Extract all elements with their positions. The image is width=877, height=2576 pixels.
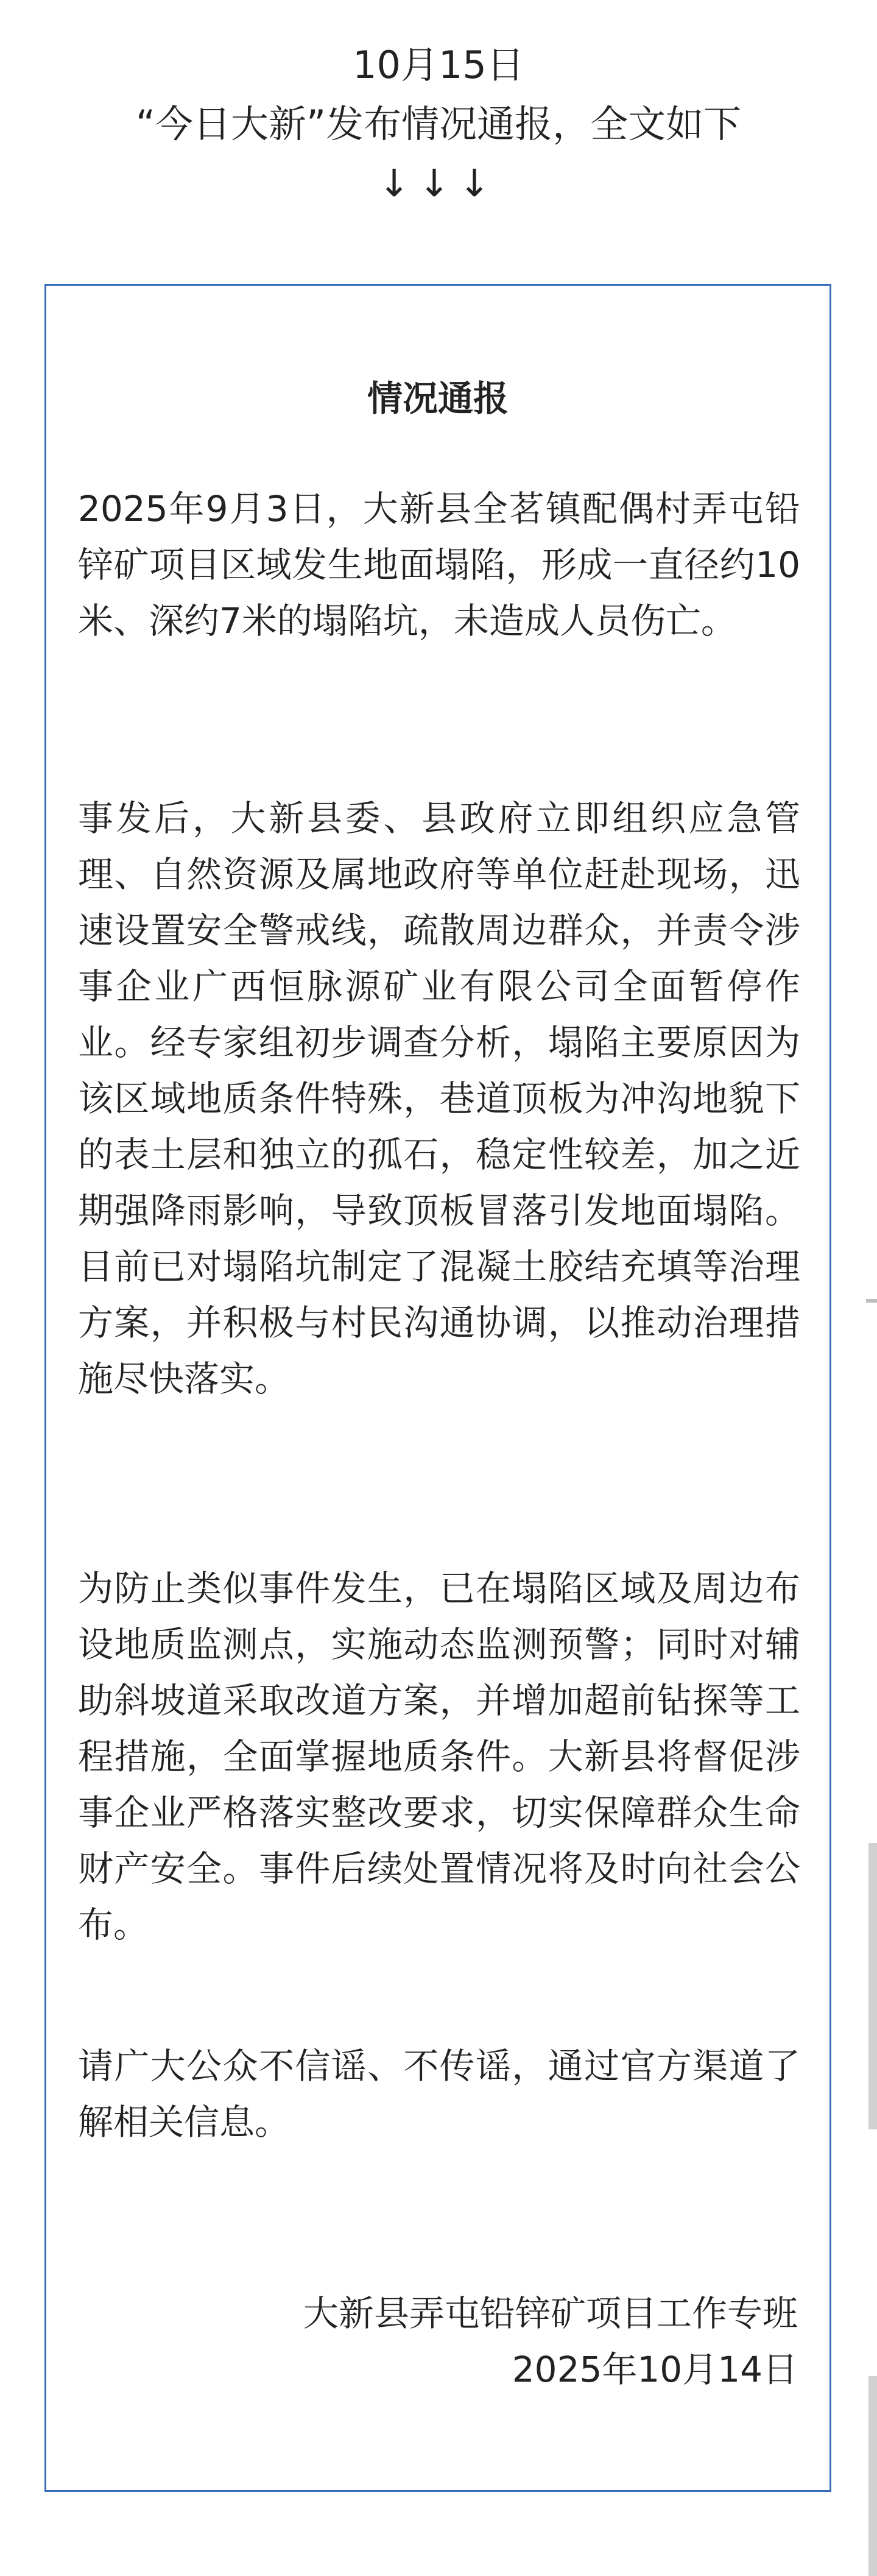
down-arrows-icon: ↓↓↓ [378, 161, 499, 205]
header-subtitle: “今日大新”发布情况通报，全文如下 [135, 102, 742, 146]
signature-org: 大新县弄屯铅锌矿项目工作专班 [303, 2293, 798, 2334]
notice-paragraph-3: 为防止类似事件发生，已在塌陷区域及周边布设地质监测点，实施动态监测预警；同时对辅助斜坡道采取改道方案，并增加超前钻探等工程措施，全面掌握地质条件。大新县将督促涉事企业严格落实整改要求，切实保障群众生命财产安全。事件后续处置情况将及时向社会公布。 [78, 1568, 800, 1945]
article-header [0, 35, 877, 213]
scrollbar-segment[interactable] [868, 1843, 877, 2129]
notice-paragraph-1: 2025年9月3日，大新县全茗镇配偶村弄屯铅锌矿项目区域发生地面塌陷，形成一直径约10米、深约7米的塌陷坑，未造成人员伤亡。 [78, 488, 800, 642]
signature-date: 2025年10月14日 [512, 2349, 798, 2390]
notice-title: 情况通报 [367, 378, 509, 419]
header-date: 10月15日 [353, 43, 524, 87]
scroll-indicator[interactable] [866, 1299, 877, 1303]
notice-paragraph-2: 事发后，大新县委、县政府立即组织应急管理、自然资源及属地政府等单位赶赴现场，迅速设置安全警戒线，疏散周边群众，并责令涉事企业广西恒脉源矿业有限公司全面暂停作业。经专家组初步调查分析，塌陷主要原因为该区域地质条件特殊，巷道顶板为冲沟地貌下的表土层和独立的孤石，稳定性较差，加之近期强降雨影响，导致顶板冒落引发地面塌陷。目前已对塌陷坑制定了混凝土胶结充填等治理方案，并积极与村民沟通协调，以推动治理措施尽快落实。 [78, 798, 800, 1399]
notice-paragraph-4: 请广大公众不信谣、不传谣，通过官方渠道了解相关信息。 [78, 2045, 800, 2143]
signature-block [303, 2285, 798, 2397]
notice-box [44, 284, 831, 2492]
scrollbar-segment[interactable] [868, 2376, 877, 2576]
